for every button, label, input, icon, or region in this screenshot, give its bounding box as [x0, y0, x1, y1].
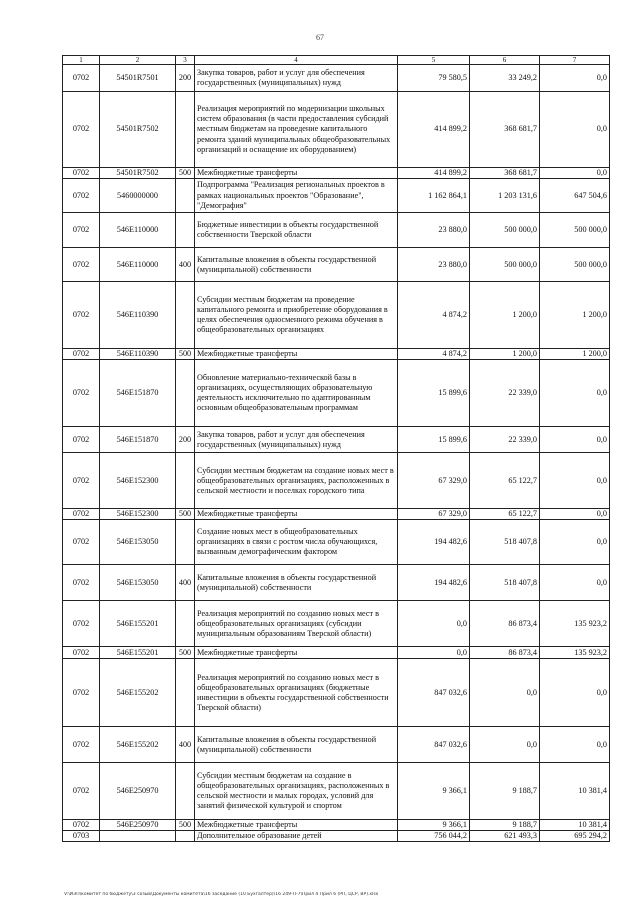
- value-2021-cell: 414 899,2: [398, 92, 470, 168]
- target-code-cell: 546E155201: [100, 647, 176, 659]
- description-cell: Создание новых мест в общеобразовательных организациях в связи с ростом числа обучающихся, вызванным демографическим фактором: [195, 520, 398, 565]
- expense-type-cell: 400: [176, 248, 195, 282]
- value-2023-cell: 500 000,0: [540, 248, 610, 282]
- table-row: [63, 601, 610, 647]
- value-2022-cell: 0,0: [470, 727, 540, 763]
- target-code-cell: 546E110390: [100, 349, 176, 360]
- table-row: [63, 509, 610, 520]
- value-2023-cell: 10 381,4: [540, 763, 610, 820]
- budget-table: [62, 55, 610, 842]
- expense-type-cell: 500: [176, 509, 195, 520]
- value-2023-cell: 1 200,0: [540, 282, 610, 349]
- expense-type-cell: [176, 282, 195, 349]
- description-cell: Субсидии местным бюджетам на создание новых мест в общеобразовательных организациях, расположенных в сельской местности и поселках городского типа: [195, 453, 398, 509]
- description-cell: Закупка товаров, работ и услуг для обеспечения государственных (муниципальных) нужд: [195, 427, 398, 453]
- table-row: [63, 831, 610, 842]
- value-2022-cell: 9 188,7: [470, 820, 540, 831]
- section-code-cell: 0702: [63, 820, 100, 831]
- section-code-cell: 0702: [63, 763, 100, 820]
- value-2022-cell: 0,0: [470, 659, 540, 727]
- section-code-cell: 0702: [63, 647, 100, 659]
- value-2021-cell: 79 580,5: [398, 65, 470, 92]
- expense-type-cell: 500: [176, 820, 195, 831]
- value-2022-cell: 86 873,4: [470, 601, 540, 647]
- table-row: [63, 659, 610, 727]
- target-code-cell: 546E155202: [100, 727, 176, 763]
- expense-type-cell: [176, 92, 195, 168]
- table-row: [63, 349, 610, 360]
- table-row: [63, 453, 610, 509]
- description-cell: Межбюджетные трансферты: [195, 820, 398, 831]
- table-row: [63, 763, 610, 820]
- table-row: [63, 427, 610, 453]
- value-2022-cell: 65 122,7: [470, 453, 540, 509]
- target-code-cell: 546E152300: [100, 453, 176, 509]
- value-2021-cell: 23 880,0: [398, 213, 470, 248]
- value-2021-cell: 847 032,6: [398, 659, 470, 727]
- value-2023-cell: 0,0: [540, 659, 610, 727]
- table-row: [63, 179, 610, 213]
- target-code-cell: 546E110000: [100, 248, 176, 282]
- value-2021-cell: 9 366,1: [398, 820, 470, 831]
- description-cell: Подпрограмма "Реализация региональных проектов в рамках национальных проектов "Образование", "Демография": [195, 179, 398, 213]
- header-cell: 7: [540, 56, 610, 65]
- value-2023-cell: 0,0: [540, 427, 610, 453]
- description-cell: Межбюджетные трансферты: [195, 647, 398, 659]
- expense-type-cell: [176, 453, 195, 509]
- expense-type-cell: 500: [176, 349, 195, 360]
- expense-type-cell: 200: [176, 65, 195, 92]
- section-code-cell: 0702: [63, 65, 100, 92]
- value-2023-cell: 695 294,2: [540, 831, 610, 842]
- target-code-cell: 546E110000: [100, 213, 176, 248]
- value-2021-cell: 414 899,2: [398, 168, 470, 179]
- target-code-cell: 546E155201: [100, 601, 176, 647]
- expense-type-cell: 400: [176, 565, 195, 601]
- value-2023-cell: 10 381,4: [540, 820, 610, 831]
- expense-type-cell: [176, 601, 195, 647]
- table-row: [63, 65, 610, 92]
- value-2023-cell: 0,0: [540, 520, 610, 565]
- expense-type-cell: 500: [176, 168, 195, 179]
- value-2021-cell: 756 044,2: [398, 831, 470, 842]
- value-2023-cell: 135 923,2: [540, 601, 610, 647]
- description-cell: Реализация мероприятий по созданию новых мест в общеобразовательных организациях (субсидии муниципальным образованиям Тверской области): [195, 601, 398, 647]
- expense-type-cell: 500: [176, 647, 195, 659]
- value-2023-cell: 0,0: [540, 453, 610, 509]
- value-2023-cell: 0,0: [540, 360, 610, 427]
- target-code-cell: 546E151870: [100, 360, 176, 427]
- description-cell: Межбюджетные трансферты: [195, 509, 398, 520]
- table-row: [63, 727, 610, 763]
- section-code-cell: 0702: [63, 520, 100, 565]
- section-code-cell: 0702: [63, 282, 100, 349]
- value-2023-cell: 0,0: [540, 509, 610, 520]
- expense-type-cell: [176, 179, 195, 213]
- value-2021-cell: 15 899,6: [398, 360, 470, 427]
- value-2023-cell: 1 200,0: [540, 349, 610, 360]
- target-code-cell: 546E110390: [100, 282, 176, 349]
- target-code-cell: 546E250970: [100, 763, 176, 820]
- description-cell: Капитальные вложения в объекты государственной (муниципальной) собственности: [195, 565, 398, 601]
- table-row: [63, 360, 610, 427]
- value-2022-cell: 65 122,7: [470, 509, 540, 520]
- header-cell: 5: [398, 56, 470, 65]
- description-cell: Бюджетные инвестиции в объекты государственной собственности Тверской области: [195, 213, 398, 248]
- value-2021-cell: 194 482,6: [398, 520, 470, 565]
- section-code-cell: 0702: [63, 453, 100, 509]
- section-code-cell: 0702: [63, 168, 100, 179]
- target-code-cell: 546E152300: [100, 509, 176, 520]
- value-2022-cell: 368 681,7: [470, 92, 540, 168]
- value-2023-cell: 0,0: [540, 168, 610, 179]
- table-row: [63, 213, 610, 248]
- section-code-cell: 0702: [63, 360, 100, 427]
- description-cell: Дополнительное образование детей: [195, 831, 398, 842]
- value-2022-cell: 22 339,0: [470, 427, 540, 453]
- page-number: 67: [316, 33, 324, 42]
- description-cell: Обновление материально-технической базы в организациях, осуществляющих образовательную деятельность исключительно по адаптированным основным общеобразовательным программам: [195, 360, 398, 427]
- target-code-cell: [100, 831, 176, 842]
- value-2022-cell: 368 681,7: [470, 168, 540, 179]
- table-row: [63, 248, 610, 282]
- table-row: [63, 282, 610, 349]
- description-cell: Субсидии местным бюджетам на создание в общеобразовательных организациях, расположенных в сельской местности и малых городах, условий для занятий физической культурой и спортом: [195, 763, 398, 820]
- value-2021-cell: 0,0: [398, 647, 470, 659]
- target-code-cell: 546E153050: [100, 520, 176, 565]
- value-2022-cell: 22 339,0: [470, 360, 540, 427]
- value-2022-cell: 518 407,8: [470, 520, 540, 565]
- target-code-cell: 5460000000: [100, 179, 176, 213]
- header-cell: 1: [63, 56, 100, 65]
- section-code-cell: 0702: [63, 248, 100, 282]
- section-code-cell: 0702: [63, 92, 100, 168]
- value-2021-cell: 194 482,6: [398, 565, 470, 601]
- description-cell: Реализация мероприятий по модернизации школьных систем образования (в части предоставления субсидий местным бюджетам на проведение капитального ремонта зданий муниципальных общеобразовательных организаций и оснащение их оборудованием): [195, 92, 398, 168]
- expense-type-cell: [176, 360, 195, 427]
- header-cell: 4: [195, 56, 398, 65]
- table-row: [63, 647, 610, 659]
- header-cell: 2: [100, 56, 176, 65]
- value-2022-cell: 9 188,7: [470, 763, 540, 820]
- section-code-cell: 0702: [63, 727, 100, 763]
- value-2022-cell: 86 873,4: [470, 647, 540, 659]
- value-2021-cell: 67 329,0: [398, 509, 470, 520]
- description-cell: Межбюджетные трансферты: [195, 349, 398, 360]
- table-row: [63, 565, 610, 601]
- description-cell: Реализация мероприятий по созданию новых мест в общеобразовательных организациях (бюджетные инвестиции в объекты государственной собственности Тверской области): [195, 659, 398, 727]
- expense-type-cell: [176, 831, 195, 842]
- description-cell: Субсидии местным бюджетам на проведение капитального ремонта и приобретение оборудования в целях обеспечения односменного режима обучения в общеобразовательных организациях: [195, 282, 398, 349]
- expense-type-cell: [176, 520, 195, 565]
- value-2023-cell: 500 000,0: [540, 213, 610, 248]
- section-code-cell: 0702: [63, 213, 100, 248]
- value-2023-cell: 0,0: [540, 727, 610, 763]
- expense-type-cell: [176, 763, 195, 820]
- value-2022-cell: 1 203 131,6: [470, 179, 540, 213]
- section-code-cell: 0702: [63, 601, 100, 647]
- target-code-cell: 546E153050: [100, 565, 176, 601]
- value-2021-cell: 15 899,6: [398, 427, 470, 453]
- expense-type-cell: 200: [176, 427, 195, 453]
- value-2022-cell: 500 000,0: [470, 248, 540, 282]
- target-code-cell: 54501R7502: [100, 168, 176, 179]
- value-2021-cell: 4 874,2: [398, 349, 470, 360]
- value-2021-cell: 4 874,2: [398, 282, 470, 349]
- header-cell: 6: [470, 56, 540, 65]
- value-2022-cell: 621 493,3: [470, 831, 540, 842]
- value-2023-cell: 0,0: [540, 65, 610, 92]
- value-2021-cell: 847 032,6: [398, 727, 470, 763]
- value-2023-cell: 0,0: [540, 92, 610, 168]
- expense-type-cell: [176, 659, 195, 727]
- target-code-cell: 54501R7501: [100, 65, 176, 92]
- value-2022-cell: 500 000,0: [470, 213, 540, 248]
- table-row: [63, 820, 610, 831]
- target-code-cell: 54501R7502: [100, 92, 176, 168]
- value-2021-cell: 0,0: [398, 601, 470, 647]
- value-2022-cell: 518 407,8: [470, 565, 540, 601]
- value-2022-cell: 1 200,0: [470, 349, 540, 360]
- value-2022-cell: 1 200,0: [470, 282, 540, 349]
- value-2021-cell: 1 162 864,1: [398, 179, 470, 213]
- table-row: [63, 520, 610, 565]
- value-2021-cell: 9 366,1: [398, 763, 470, 820]
- description-cell: Капитальные вложения в объекты государственной (муниципальной) собственности: [195, 248, 398, 282]
- value-2023-cell: 135 923,2: [540, 647, 610, 659]
- section-code-cell: 0702: [63, 427, 100, 453]
- header-cell: 3: [176, 56, 195, 65]
- target-code-cell: 546E250970: [100, 820, 176, 831]
- value-2022-cell: 33 249,2: [470, 65, 540, 92]
- header-row: [63, 56, 610, 65]
- section-code-cell: 0702: [63, 565, 100, 601]
- section-code-cell: 0702: [63, 179, 100, 213]
- expense-type-cell: 400: [176, 727, 195, 763]
- file-path-footer: V:\ИЭП\комитет по бюджету\3 созыв\Документы комитета\16 заседание (10 Бухгалтер)\16 249-П-7\Прил 4 Прил 6 (РП, ЦСР, ВР).xlsx: [64, 892, 379, 897]
- table-row: [63, 92, 610, 168]
- table-row: [63, 168, 610, 179]
- value-2021-cell: 67 329,0: [398, 453, 470, 509]
- value-2023-cell: 647 504,6: [540, 179, 610, 213]
- expense-type-cell: [176, 213, 195, 248]
- section-code-cell: 0702: [63, 509, 100, 520]
- section-code-cell: 0703: [63, 831, 100, 842]
- section-code-cell: 0702: [63, 349, 100, 360]
- target-code-cell: 546E155202: [100, 659, 176, 727]
- value-2023-cell: 0,0: [540, 565, 610, 601]
- description-cell: Закупка товаров, работ и услуг для обеспечения государственных (муниципальных) нужд: [195, 65, 398, 92]
- description-cell: Межбюджетные трансферты: [195, 168, 398, 179]
- target-code-cell: 546E151870: [100, 427, 176, 453]
- value-2021-cell: 23 880,0: [398, 248, 470, 282]
- section-code-cell: 0702: [63, 659, 100, 727]
- description-cell: Капитальные вложения в объекты государственной (муниципальной) собственности: [195, 727, 398, 763]
